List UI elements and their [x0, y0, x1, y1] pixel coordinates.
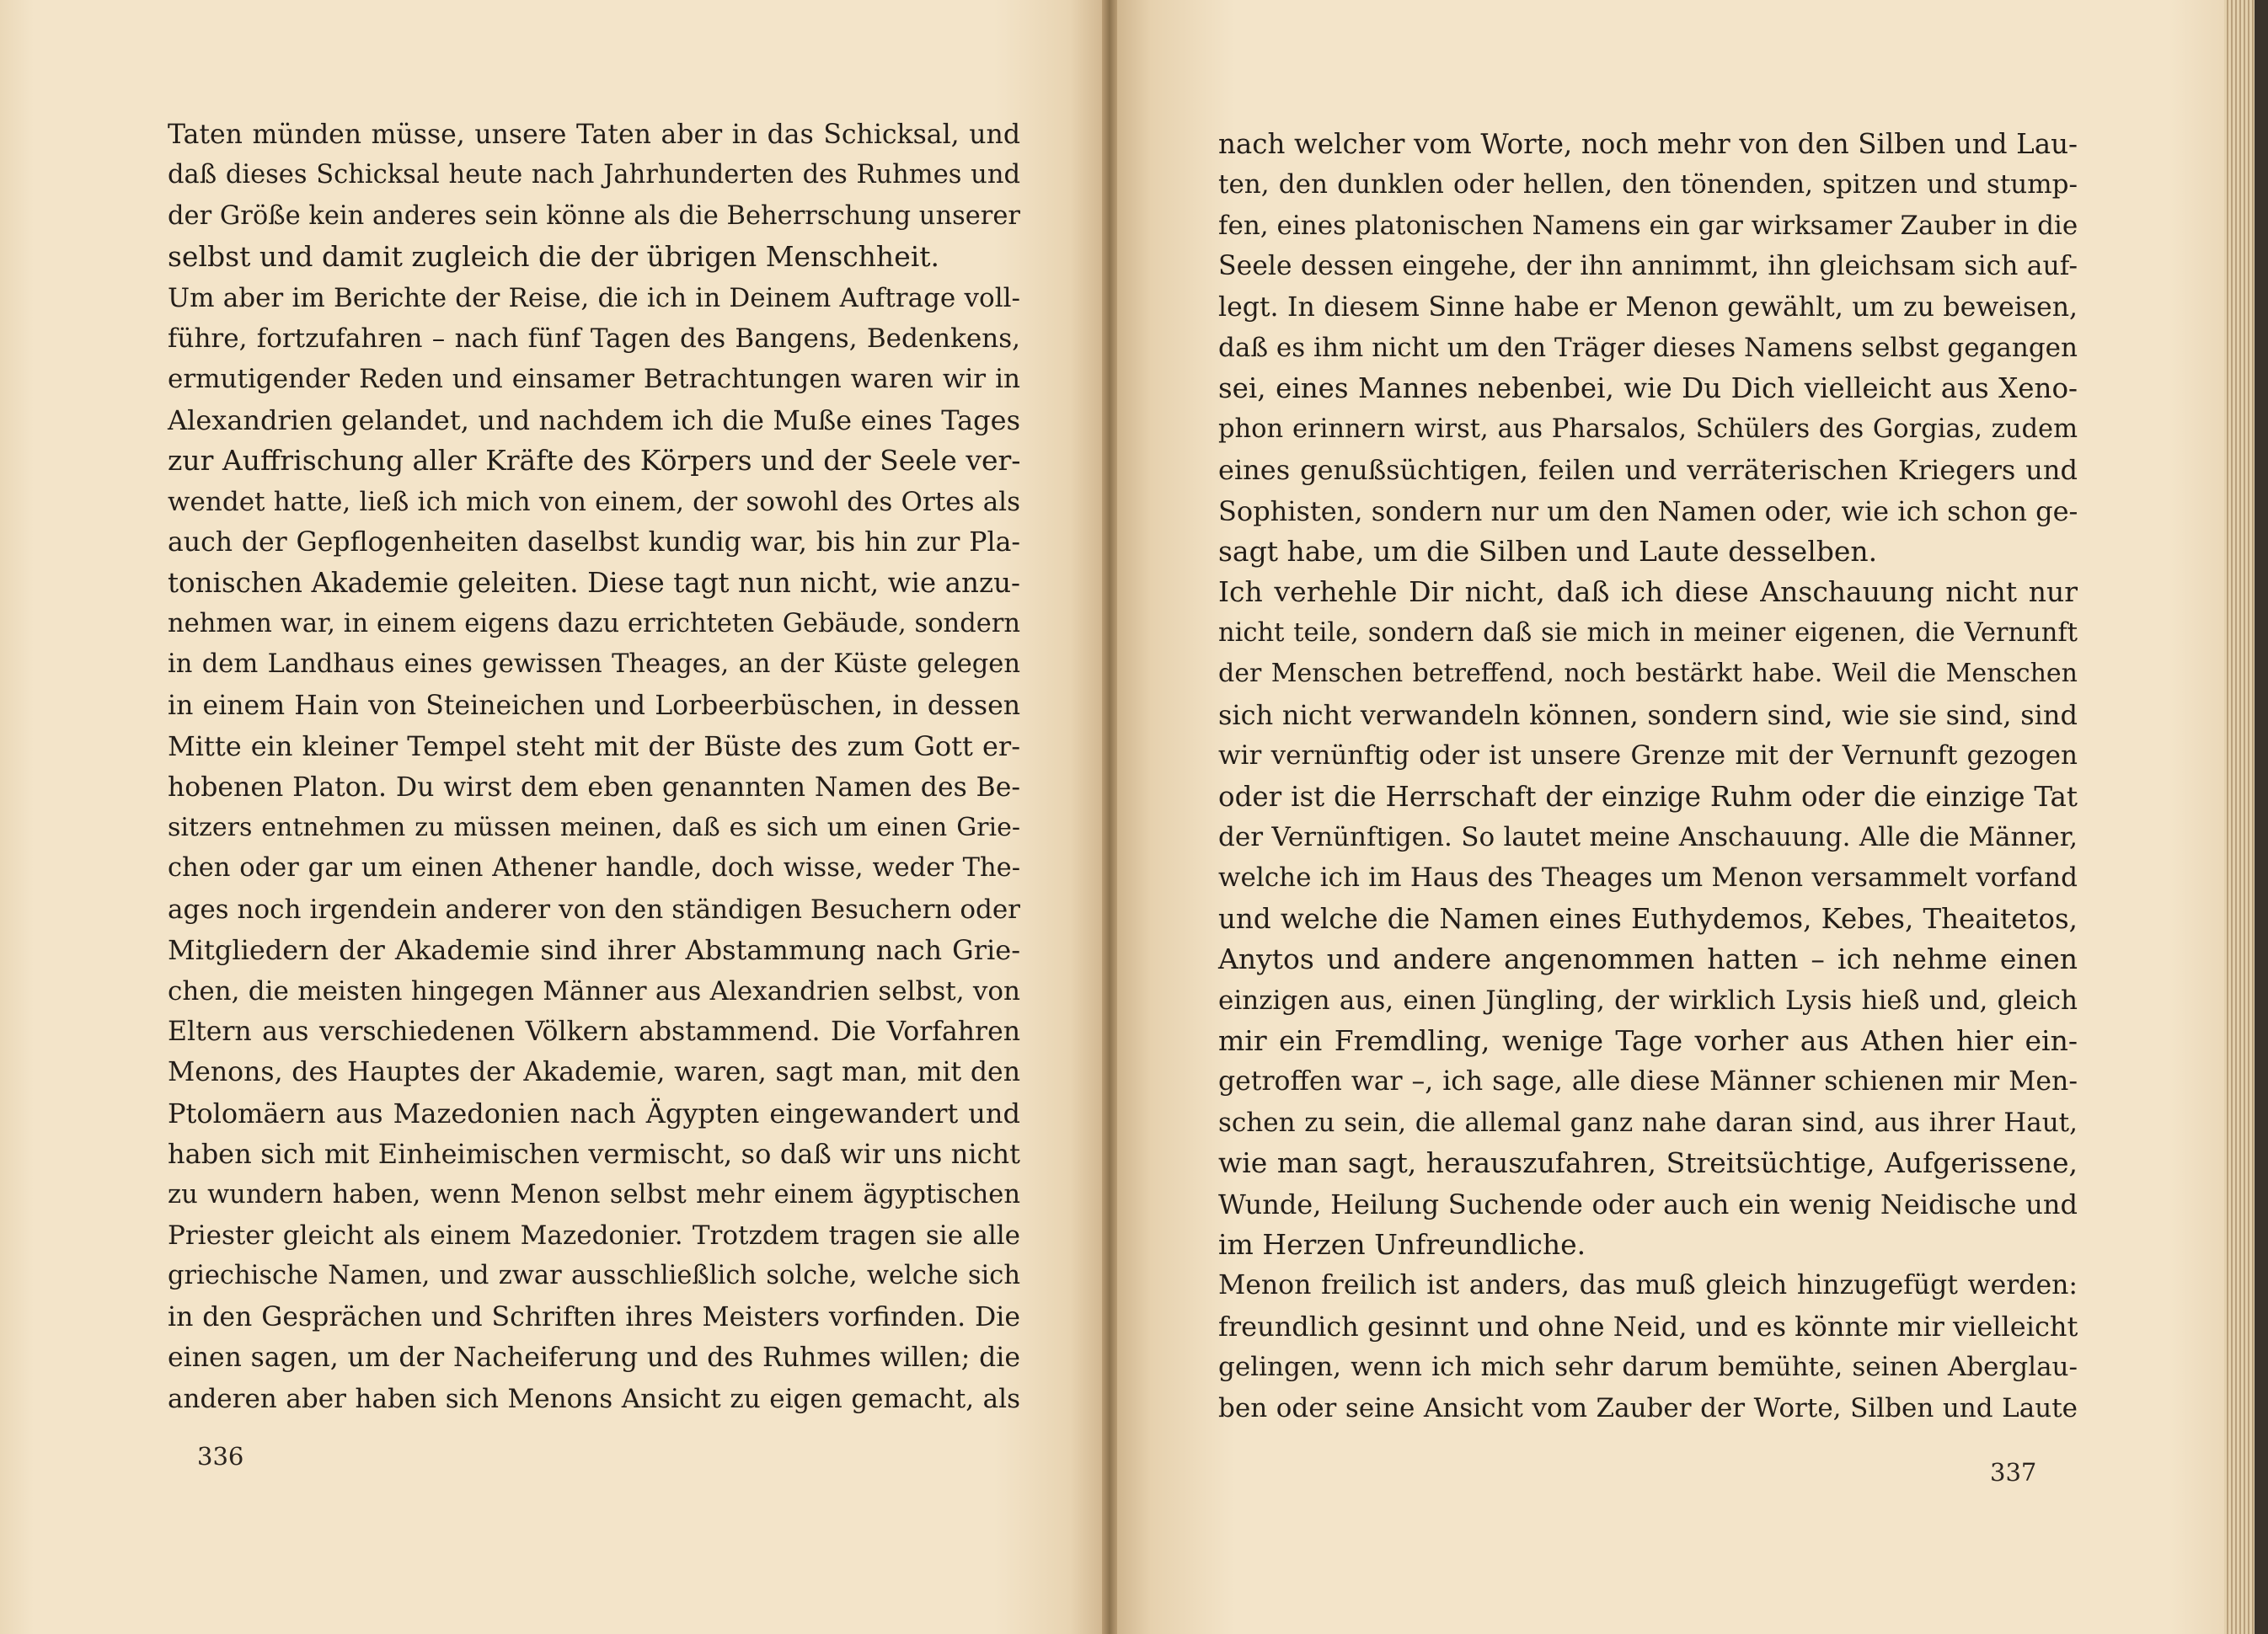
- text-line: welche ich im Haus des Theages um Menon versammelt vorfand: [1218, 862, 2078, 894]
- text-line: getroffen war –, ich sage, alle diese Männer schienen mir Men-: [1218, 1066, 2078, 1097]
- page-number-right: 337: [1990, 1458, 2037, 1487]
- text-line: daß dieses Schicksal heute nach Jahrhunderten des Ruhmes und: [168, 160, 1020, 190]
- text-line: einzigen aus, einen Jüngling, der wirklich Lysis hieß und, gleich: [1218, 985, 2078, 1016]
- text-line: Mitgliedern der Akademie sind ihrer Abstammung nach Grie-: [168, 934, 1020, 967]
- text-line: einen sagen, um der Nacheiferung und des Ruhmes willen; die: [168, 1343, 1020, 1374]
- text-line: wie man sagt, herauszufahren, Streitsüchtige, Aufgerissene,: [1218, 1146, 2078, 1180]
- text-line: nicht teile, sondern daß sie mich in meiner eigenen, die Vernunft: [1218, 617, 2078, 648]
- text-line: freundlich gesinnt und ohne Neid, und es könnte mir vielleicht: [1218, 1310, 2078, 1343]
- page-number-left: 336: [197, 1442, 244, 1471]
- text-line: Seele dessen eingehe, der ihn annimmt, ihn gleichsam sich auf-: [1218, 251, 2078, 282]
- text-line: ben oder seine Ansicht vom Zauber der Worte, Silben und Laute: [1218, 1392, 2078, 1423]
- text-line: sich nicht verwandeln können, sondern sind, wie sie sind, sind: [1218, 698, 2078, 731]
- text-line: gelingen, wenn ich mich sehr darum bemühte, seinen Aberglau-: [1218, 1352, 2078, 1383]
- text-line: führe, fortzufahren – nach fünf Tagen des Bangens, Bedenkens,: [168, 323, 1020, 355]
- text-line: daß es ihm nicht um den Träger dieses Namens selbst gegangen: [1218, 333, 2078, 364]
- text-line: chen oder gar um einen Athener handle, doch wisse, weder The-: [168, 853, 1020, 884]
- text-line: sagt habe, um die Silben und Laute desselben.: [1218, 535, 1878, 569]
- text-line: sitzers entnehmen zu müssen meinen, daß es sich um einen Grie-: [168, 812, 1020, 842]
- text-line: Sophisten, sondern nur um den Namen oder, wie ich schon ge-: [1218, 494, 2078, 527]
- text-line: zur Auffrischung aller Kräfte des Körpers und der Seele ver-: [168, 444, 1021, 478]
- text-line: anderen aber haben sich Menons Ansicht zu eigen gemacht, als: [168, 1383, 1020, 1414]
- left-page: [0, 0, 1109, 1634]
- text-line: sei, eines Mannes nebenbei, wie Du Dich vielleicht aus Xeno-: [1218, 372, 2078, 405]
- text-line: der Menschen betreffend, noch bestärkt habe. Weil die Menschen: [1218, 659, 2078, 689]
- right-page-text: [1218, 124, 2078, 1428]
- text-line: in dem Landhaus eines gewissen Theages, an der Küste gelegen: [168, 649, 1020, 680]
- text-line: Anytos und andere angenommen hatten – ich nehme einen: [1218, 942, 2078, 976]
- text-line: wendet hatte, ließ ich mich von einem, der sowohl des Ortes als: [168, 486, 1020, 517]
- text-line: Ptolomäern aus Mazedonien nach Ägypten eingewandert und: [168, 1097, 1020, 1129]
- text-line: eines genußsüchtigen, feilen und verräterischen Kriegers und: [1218, 454, 2078, 487]
- book-edge-shadow: [2255, 0, 2268, 1634]
- text-line: im Herzen Unfreundliche.: [1218, 1227, 1586, 1261]
- text-line: Menons, des Hauptes der Akademie, waren, sagt man, mit den: [168, 1057, 1020, 1088]
- text-line: Mitte ein kleiner Tempel steht mit der Büste des zum Gott er-: [168, 730, 1020, 763]
- text-line: phon erinnern wirst, aus Pharsalos, Schülers des Gorgias, zudem: [1218, 414, 2078, 444]
- text-line: und welche die Namen eines Euthydemos, Kebes, Theaitetos,: [1218, 902, 2078, 935]
- text-line: hobenen Platon. Du wirst dem eben genannten Namen des Be-: [168, 772, 1020, 803]
- text-line: legt. In diesem Sinne habe er Menon gewählt, um zu beweisen,: [1218, 291, 2078, 323]
- text-line: Wunde, Heilung Suchende oder auch ein wenig Neidische und: [1218, 1188, 2078, 1220]
- text-line: auch der Gepflogenheiten daselbst kundig war, bis hin zur Pla-: [168, 527, 1020, 558]
- text-line: wir vernünftig oder ist unsere Grenze mit der Vernunft gezogen: [1218, 740, 2078, 772]
- text-line: Ich verhehle Dir nicht, daß ich diese Anschauung nicht nur: [1218, 575, 2078, 609]
- text-line: Menon freilich ist anders, das muß gleich hinzugefügt werden:: [1218, 1270, 2078, 1301]
- text-line: griechische Namen, und zwar ausschließlich solche, welche sich: [168, 1261, 1020, 1291]
- book-gutter: [1102, 0, 1117, 1634]
- text-line: selbst und damit zugleich die der übrigen Menschheit.: [168, 240, 940, 274]
- text-line: Um aber im Berichte der Reise, die ich in Deinem Auftrage voll-: [168, 282, 1020, 313]
- text-line: nehmen war, in einem eigens dazu errichteten Gebäude, sondern: [168, 608, 1020, 638]
- text-line: haben sich mit Einheimischen vermischt, so daß wir uns nicht: [168, 1138, 1020, 1171]
- text-line: ages noch irgendein anderer von den ständigen Besuchern oder: [168, 894, 1020, 925]
- text-line: schen zu sein, die allemal ganz nahe daran sind, aus ihrer Haut,: [1218, 1107, 2078, 1138]
- text-line: oder ist die Herrschaft der einzige Ruhm oder die einzige Tat: [1218, 780, 2078, 813]
- text-line: der Größe kein anderes sein könne als die Beherrschung unserer: [168, 200, 1020, 231]
- text-line: ermutigender Reden und einsamer Betrachtungen waren wir in: [168, 364, 1020, 395]
- text-line: tonischen Akademie geleiten. Diese tagt nun nicht, wie anzu-: [168, 567, 1020, 600]
- text-line: chen, die meisten hingegen Männer aus Alexandrien selbst, von: [168, 975, 1020, 1007]
- text-line: fen, eines platonischen Namens ein gar wirksamer Zauber in die: [1218, 210, 2078, 241]
- text-line: in den Gesprächen und Schriften ihres Meisters vorfinden. Die: [168, 1301, 1020, 1332]
- text-line: der Vernünftigen. So lautet meine Anschauung. Alle die Männer,: [1218, 821, 2078, 852]
- right-page: [1109, 0, 2234, 1634]
- text-line: Taten münden müsse, unsere Taten aber in das Schicksal, und: [168, 120, 1020, 150]
- text-line: Eltern aus verschiedenen Völkern abstammend. Die Vorfahren: [168, 1016, 1020, 1047]
- text-line: ten, den dunklen oder hellen, den tönenden, spitzen und stump-: [1218, 169, 2078, 200]
- text-line: in einem Hain von Steineichen und Lorbeerbüschen, in dessen: [168, 690, 1020, 721]
- text-line: Priester gleicht als einem Mazedonier. Trotzdem tragen sie alle: [168, 1220, 1020, 1251]
- text-line: zu wundern haben, wenn Menon selbst mehr einem ägyptischen: [168, 1179, 1020, 1209]
- text-line: nach welcher vom Worte, noch mehr von den Silben und Lau-: [1218, 128, 2078, 160]
- text-line: mir ein Fremdling, wenige Tage vorher aus Athen hier ein-: [1218, 1023, 2078, 1057]
- left-page-text: [168, 115, 1020, 1419]
- text-line: Alexandrien gelandet, und nachdem ich die Muße eines Tages: [168, 403, 1020, 436]
